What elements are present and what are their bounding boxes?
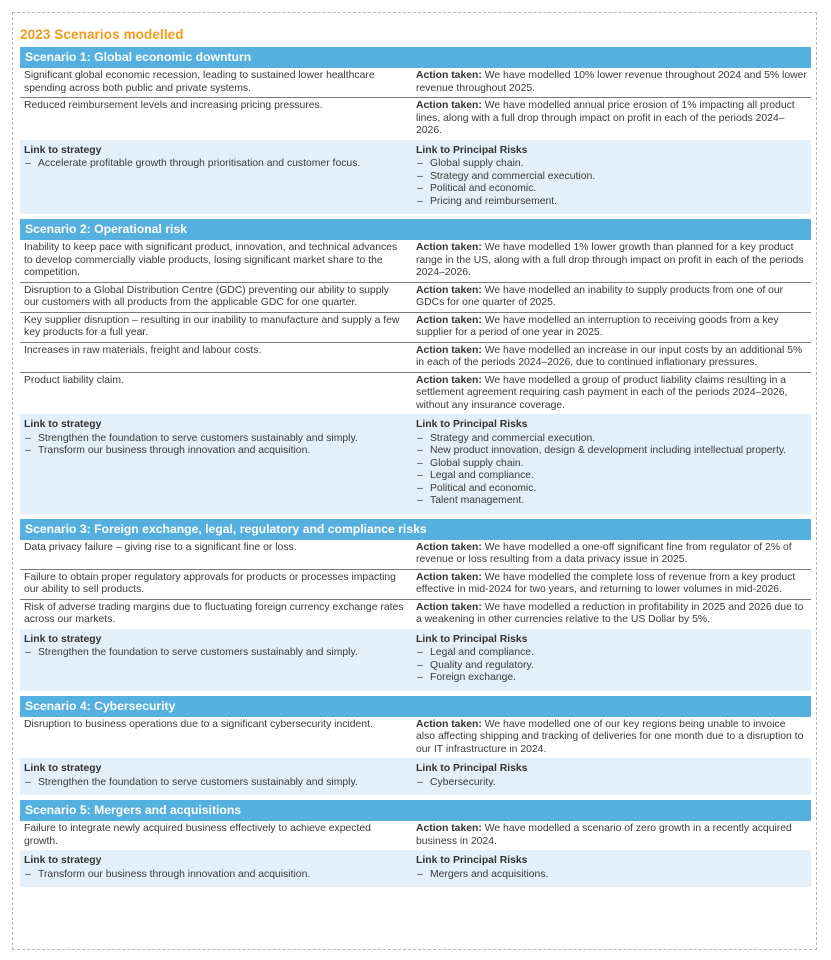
scenario-heading: Scenario 1: Global economic downturn bbox=[20, 47, 811, 68]
action-taken-cell bbox=[411, 717, 811, 759]
action-taken-label: Action taken: bbox=[416, 100, 482, 111]
link-to-strategy-heading: Link to strategy bbox=[24, 419, 102, 430]
principal-risk-item bbox=[416, 483, 807, 496]
action-taken-cell bbox=[411, 540, 811, 569]
link-to-principal-risks-heading: Link to Principal Risks bbox=[416, 419, 528, 430]
link-block bbox=[20, 629, 811, 691]
strategy-item-text: Transform our business through innovation and acquisition. bbox=[38, 868, 311, 880]
strategy-item-text: Accelerate profitable growth through prioritisation and customer focus. bbox=[38, 158, 361, 169]
principal-risk-item bbox=[416, 445, 807, 458]
scenario-row bbox=[20, 600, 811, 629]
principal-risk-item bbox=[416, 196, 807, 209]
scenarios-table bbox=[20, 47, 811, 887]
dash-bullet: – bbox=[25, 432, 31, 444]
strategy-item-text: Strengthen the foundation to serve customers sustainably and simply. bbox=[38, 776, 358, 788]
principal-risk-text: Pricing and reimbursement. bbox=[430, 195, 558, 207]
principal-risk-text: Legal and compliance. bbox=[430, 470, 534, 481]
action-taken-label: Action taken: bbox=[416, 374, 482, 386]
principal-risk-item bbox=[416, 869, 807, 882]
scenario-row bbox=[20, 570, 811, 600]
link-to-principal-risks bbox=[411, 143, 811, 211]
risk-description: Risk of adverse trading margins due to fluctuating foreign currency exchange rates across our markets. bbox=[24, 601, 404, 625]
action-taken-cell bbox=[411, 343, 811, 372]
link-to-strategy bbox=[20, 143, 411, 211]
link-block bbox=[20, 414, 811, 514]
action-taken-cell bbox=[411, 821, 811, 850]
dash-bullet: – bbox=[25, 776, 31, 788]
principal-risk-item bbox=[416, 660, 807, 673]
action-taken-text: We have modelled one of our key regions being unable to invoice also affecting shipping and tracking of deliveries for one month due to a disruption to our IT infrastructure in 2024. bbox=[416, 718, 804, 755]
strategy-item bbox=[24, 158, 406, 171]
strategy-item bbox=[24, 433, 406, 446]
risk-description: Disruption to business operations due to a significant cybersecurity incident. bbox=[24, 718, 373, 730]
principal-risk-item bbox=[416, 171, 807, 184]
scenario-row bbox=[20, 98, 811, 140]
dash-bullet: – bbox=[25, 158, 31, 169]
action-taken-label: Action taken: bbox=[416, 314, 482, 326]
principal-risk-text: Political and economic. bbox=[430, 183, 537, 194]
link-to-strategy-heading: Link to strategy bbox=[24, 763, 102, 774]
strategy-item-text: Strengthen the foundation to serve customers sustainably and simply. bbox=[38, 647, 358, 658]
action-taken-cell bbox=[411, 283, 811, 312]
dash-bullet: – bbox=[417, 183, 423, 194]
principal-risk-text: Strategy and commercial execution. bbox=[430, 170, 596, 182]
dash-bullet: – bbox=[25, 647, 31, 658]
action-taken-text: We have modelled 1% lower growth than planned for a key product range in the US, along with a full drop through impact on profit in each of the periods 2024–2026. bbox=[416, 242, 804, 278]
action-taken-label: Action taken: bbox=[416, 284, 482, 296]
scenario-row bbox=[20, 540, 811, 570]
dash-bullet: – bbox=[25, 445, 31, 456]
principal-risk-text: Talent management. bbox=[430, 495, 525, 506]
action-taken-label: Action taken: bbox=[416, 344, 482, 356]
dash-bullet: – bbox=[417, 432, 423, 444]
scenario-heading: Scenario 3: Foreign exchange, legal, regulatory and compliance risks bbox=[20, 519, 811, 540]
principal-risk-item bbox=[416, 458, 807, 471]
principal-risk-text: New product innovation, design & development including intellectual property. bbox=[430, 445, 787, 456]
risk-description: Inability to keep pace with significant product, innovation, and technical advances to develop commercially viable products, losing significant market share to the competition. bbox=[24, 242, 398, 278]
action-taken-text: We have modelled an increase in our input costs by an additional 5% in each of the periods 2024–2026, due to continued inflationary pressures. bbox=[416, 344, 803, 368]
principal-risk-item bbox=[416, 470, 807, 483]
risk-description: Disruption to a Global Distribution Centre (GDC) preventing our ability to supply our customers with all products from the applicable GDC for one quarter. bbox=[24, 284, 389, 308]
dash-bullet: – bbox=[417, 195, 423, 207]
link-to-principal-risks-heading: Link to Principal Risks bbox=[416, 763, 528, 774]
scenario-row bbox=[20, 313, 811, 343]
link-to-strategy bbox=[20, 417, 411, 510]
action-taken-text: We have modelled a scenario of zero growth in a recently acquired business in 2024. bbox=[416, 823, 792, 847]
strategy-item-text: Strengthen the foundation to serve customers sustainably and simply. bbox=[38, 432, 358, 444]
action-taken-text: We have modelled a one-off significant fine from regulator of 2% of revenue or loss resulting from a data privacy issue in 2025. bbox=[416, 541, 792, 565]
principal-risk-text: Global supply chain. bbox=[430, 457, 524, 469]
principal-risk-text: Legal and compliance. bbox=[430, 647, 534, 658]
principal-risk-text: Foreign exchange. bbox=[430, 672, 517, 683]
action-taken-text: We have modelled an inability to supply products from one of our GDCs for one quarter of 2025. bbox=[416, 284, 784, 308]
principal-risk-text: Strategy and commercial execution. bbox=[430, 432, 596, 444]
action-taken-text: We have modelled the complete loss of revenue from a key product effective in mid-2024 for two years, and returning to lower volumes in mid-2026. bbox=[416, 571, 796, 595]
dash-bullet: – bbox=[417, 647, 423, 658]
action-taken-text: We have modelled a group of product liability claims resulting in a settlement agreement requiring cash payment in each of the periods 2024–2026, without any insurance coverage. bbox=[416, 374, 788, 411]
scenario-row bbox=[20, 343, 811, 373]
strategy-item bbox=[24, 869, 406, 882]
link-block bbox=[20, 140, 811, 215]
dash-bullet: – bbox=[25, 868, 31, 880]
link-to-strategy bbox=[20, 632, 411, 687]
risk-description: Key supplier disruption – resulting in our inability to manufacture and supply a few key products for a full year. bbox=[24, 314, 400, 338]
link-to-principal-risks bbox=[411, 761, 811, 791]
dash-bullet: – bbox=[417, 445, 423, 456]
link-to-strategy-heading: Link to strategy bbox=[24, 144, 102, 156]
link-block bbox=[20, 758, 811, 795]
scenario-heading: Scenario 2: Operational risk bbox=[20, 219, 811, 240]
principal-risk-text: Political and economic. bbox=[430, 482, 537, 494]
scenario-heading: Scenario 5: Mergers and acquisitions bbox=[20, 800, 811, 821]
strategy-item bbox=[24, 445, 406, 458]
dash-bullet: – bbox=[417, 659, 423, 671]
risk-description: Failure to obtain proper regulatory approvals for products or processes impacting our ability to sell products. bbox=[24, 571, 396, 595]
link-to-strategy bbox=[20, 761, 411, 791]
link-to-principal-risks-heading: Link to Principal Risks bbox=[416, 633, 528, 645]
dash-bullet: – bbox=[417, 776, 423, 788]
principal-risk-text: Cybersecurity. bbox=[430, 776, 496, 788]
link-to-principal-risks-heading: Link to Principal Risks bbox=[416, 855, 528, 866]
action-taken-text: We have modelled an interruption to receiving goods from a key supplier for a period of one year in 2025. bbox=[416, 314, 779, 338]
principal-risk-item bbox=[416, 433, 807, 446]
action-taken-text: We have modelled a reduction in profitability in 2025 and 2026 due to a weakening in other currencies relative to the US Dollar by 5%. bbox=[416, 601, 804, 625]
dash-bullet: – bbox=[417, 482, 423, 494]
principal-risk-item bbox=[416, 777, 807, 790]
principal-risk-item bbox=[416, 495, 807, 508]
action-taken-cell bbox=[411, 68, 811, 97]
scenario-row bbox=[20, 283, 811, 313]
link-to-principal-risks-heading: Link to Principal Risks bbox=[416, 144, 528, 156]
link-to-principal-risks bbox=[411, 417, 811, 510]
link-to-strategy bbox=[20, 853, 411, 883]
scenario-row bbox=[20, 821, 811, 850]
risk-description: Failure to integrate newly acquired business effectively to achieve expected growth. bbox=[24, 823, 371, 847]
principal-risk-item bbox=[416, 672, 807, 685]
action-taken-label: Action taken: bbox=[416, 718, 482, 730]
action-taken-text: We have modelled annual price erosion of 1% impacting all product lines, along with a full drop through impact on profit in each of the periods 2024–2026. bbox=[416, 100, 795, 136]
link-to-principal-risks bbox=[411, 853, 811, 883]
scenario-row bbox=[20, 240, 811, 283]
scenario-heading: Scenario 4: Cybersecurity bbox=[20, 696, 811, 717]
action-taken-text: We have modelled 10% lower revenue throughout 2024 and 5% lower revenue throughout 2025. bbox=[416, 70, 807, 94]
principal-risk-item bbox=[416, 183, 807, 196]
risk-description: Significant global economic recession, leading to sustained lower healthcare spending across both public and private systems. bbox=[24, 70, 375, 94]
action-taken-cell bbox=[411, 600, 811, 629]
principal-risk-text: Global supply chain. bbox=[430, 158, 524, 169]
scenario-row bbox=[20, 68, 811, 98]
action-taken-cell bbox=[411, 313, 811, 342]
action-taken-cell bbox=[411, 240, 811, 282]
link-to-principal-risks bbox=[411, 632, 811, 687]
dash-bullet: – bbox=[417, 672, 423, 683]
link-to-strategy-heading: Link to strategy bbox=[24, 855, 102, 866]
strategy-item bbox=[24, 647, 406, 660]
action-taken-label: Action taken: bbox=[416, 601, 482, 613]
action-taken-cell bbox=[411, 373, 811, 415]
strategy-item-text: Transform our business through innovation and acquisition. bbox=[38, 445, 311, 456]
principal-risk-item bbox=[416, 647, 807, 660]
risk-description: Reduced reimbursement levels and increasing pricing pressures. bbox=[24, 100, 323, 111]
action-taken-cell bbox=[411, 98, 811, 140]
principal-risk-text: Mergers and acquisitions. bbox=[430, 868, 549, 880]
dash-bullet: – bbox=[417, 457, 423, 469]
action-taken-cell bbox=[411, 570, 811, 599]
principal-risk-item bbox=[416, 158, 807, 171]
action-taken-label: Action taken: bbox=[416, 242, 482, 253]
principal-risk-text: Quality and regulatory. bbox=[430, 659, 534, 671]
link-block bbox=[20, 850, 811, 887]
risk-description: Product liability claim. bbox=[24, 374, 124, 386]
risk-description: Increases in raw materials, freight and labour costs. bbox=[24, 344, 262, 356]
strategy-item bbox=[24, 777, 406, 790]
action-taken-label: Action taken: bbox=[416, 70, 482, 81]
risk-description: Data privacy failure – giving rise to a significant fine or loss. bbox=[24, 541, 297, 553]
scenario-row bbox=[20, 717, 811, 759]
dash-bullet: – bbox=[417, 470, 423, 481]
dash-bullet: – bbox=[417, 158, 423, 169]
page-title: 2023 Scenarios modelled bbox=[20, 27, 184, 42]
action-taken-label: Action taken: bbox=[416, 541, 482, 553]
link-to-strategy-heading: Link to strategy bbox=[24, 633, 102, 645]
dash-bullet: – bbox=[417, 868, 423, 880]
action-taken-label: Action taken: bbox=[416, 571, 482, 583]
scenario-row bbox=[20, 373, 811, 415]
dash-bullet: – bbox=[417, 170, 423, 182]
dash-bullet: – bbox=[417, 495, 423, 506]
action-taken-label: Action taken: bbox=[416, 823, 482, 834]
